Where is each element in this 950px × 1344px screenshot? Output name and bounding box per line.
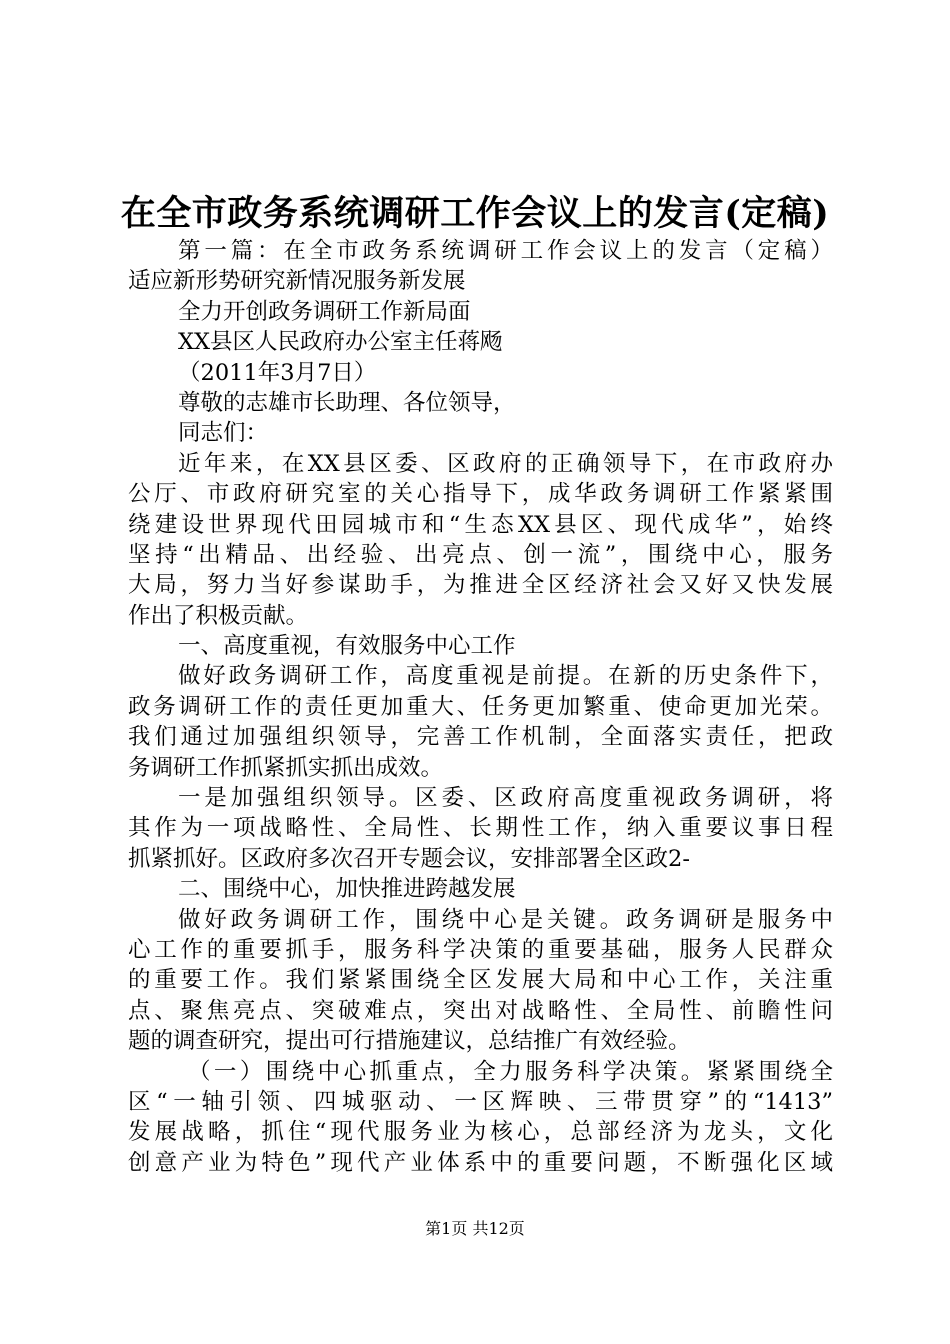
text-line: 做好政务调研工作，围绕中心是关键。政务调研是服务中 (178, 906, 833, 933)
text-line: 其作为一项战略性、全局性、长期性工作，纳入重要议事日程 (128, 815, 833, 842)
text-line: 大局，努力当好参谋助手，为推进全区经济社会又好又快发展 (128, 572, 833, 599)
text-line: 适应新形势研究新情况服务新发展 (128, 268, 466, 295)
text-line: 做好政务调研工作，高度重视是前提。在新的历史条件下， (178, 663, 833, 690)
text-line: 创意产业为特色”现代产业体系中的重要问题，不断强化区域 (128, 1149, 833, 1176)
text-line: （2011年3月7日） (178, 359, 377, 386)
text-line: 发展战略，抓住“现代服务业为核心，总部经济为龙头，文化 (128, 1119, 833, 1146)
text-line: 的重要工作。我们紧紧围绕全区发展大局和中心工作，关注重 (128, 967, 833, 994)
text-line: 绕建设世界现代田园城市和“生态XX县区、现代成华”，始终 (128, 511, 833, 538)
text-line: 作出了积极贡献。 (128, 602, 309, 629)
text-line: 同志们： (178, 420, 269, 447)
text-line: 题的调查研究，提出可行措施建议，总结推广有效经验。 (128, 1028, 691, 1055)
text-line: 二、围绕中心，加快推进跨越发展 (178, 876, 516, 903)
text-line: 点、聚焦亮点、突破难点，突出对战略性、全局性、前瞻性问 (128, 997, 833, 1024)
text-line: 心工作的重要抓手，服务科学决策的重要基础，服务人民群众 (128, 936, 833, 963)
text-line: （一）围绕中心抓重点，全力服务科学决策。紧紧围绕全 (188, 1058, 833, 1085)
text-line: 区“一轴引领、四城驱动、一区辉映、三带贯穿”的“1413” (128, 1088, 833, 1115)
text-line: XX县区人民政府办公室主任蒋飏 (178, 329, 503, 356)
text-line: 全力开创政务调研工作新局面 (178, 298, 471, 325)
text-line: 务调研工作抓紧抓实抓出成效。 (128, 754, 444, 781)
text-line: 第一篇：在全市政务系统调研工作会议上的发言（定稿） (178, 238, 833, 264)
text-line: 我们通过加强组织领导，完善工作机制，全面落实责任，把政 (128, 724, 833, 751)
text-line: 近年来，在XX县区委、区政府的正确领导下，在市政府办 (178, 450, 833, 477)
document-body (128, 236, 833, 1178)
document-title: 在全市政务系统调研工作会议上的发言(定稿) (120, 193, 830, 234)
text-line: 一是加强组织领导。区委、区政府高度重视政务调研，将 (178, 785, 833, 812)
text-line: 坚持“出精品、出经验、出亮点、创一流”，围绕中心，服务 (128, 541, 833, 568)
text-line: 尊敬的志雄市长助理、各位领导， (178, 389, 516, 416)
text-line: 抓紧抓好。区政府多次召开专题会议，安排部署全区政2- (128, 845, 690, 872)
text-line: 公厅、市政府研究室的关心指导下，成华政务调研工作紧紧围 (128, 481, 833, 508)
text-line: 政务调研工作的责任更加重大、任务更加繁重、使命更加光荣。 (128, 693, 833, 720)
page-footer: 第1页 共12页 (425, 1219, 525, 1238)
text-line: 一、高度重视，有效服务中心工作 (178, 633, 516, 660)
